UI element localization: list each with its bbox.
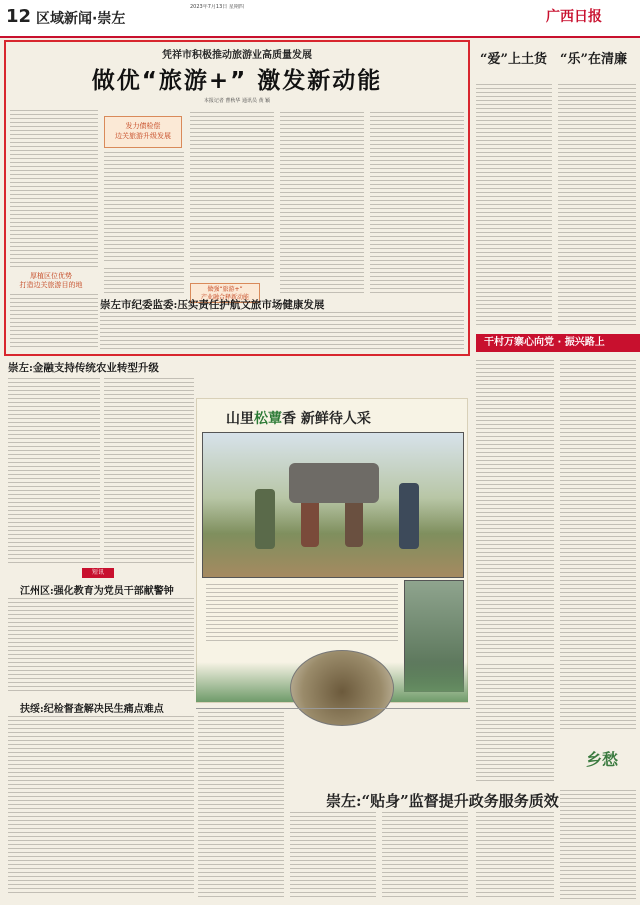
lead-body-col2 xyxy=(104,152,184,264)
bottom-body-4 xyxy=(476,812,554,900)
bottom-body-5 xyxy=(560,790,636,900)
lead-body-col1 xyxy=(10,110,98,270)
lead-body-col4 xyxy=(190,112,274,280)
lead-headline: 做优“旅游+” 激发新动能 xyxy=(91,68,383,94)
masthead-logo: 广西日报 xyxy=(546,9,602,25)
lead-kicker: 凭祥市积极推动旅游业高质量发展 xyxy=(162,50,312,61)
left-headline-1: 崇左:金融支持传统农业转型升级 xyxy=(8,362,159,374)
left-headline-2: 江州区:强化教育为党员干部献警钟 xyxy=(20,586,174,597)
left-body-2 xyxy=(8,598,194,694)
left-body-1a xyxy=(8,378,100,564)
story2-headline: 崇左市纪委监委:压实责任护航文旅市场健康发展 xyxy=(100,299,325,311)
right-body-a2 xyxy=(558,84,636,328)
right-body-b2 xyxy=(560,360,636,730)
date-line: 2023年7月13日 星期四 xyxy=(190,4,244,10)
right-banner: 干村万寨心向党 · 振兴路上 xyxy=(476,334,640,352)
right-body-b1 xyxy=(476,360,554,660)
left-headline-3: 扶绥:纪检督查解决民生痛点难点 xyxy=(20,704,164,715)
lead-body-col5 xyxy=(280,112,364,294)
section-title: 区域新闻·崇左 xyxy=(36,11,126,27)
left-body-1b xyxy=(104,378,194,564)
feature-caption-list xyxy=(206,584,398,644)
right-body-a1 xyxy=(476,84,552,328)
lead-body-col3 xyxy=(10,294,98,350)
story2-body xyxy=(100,312,464,352)
lead-subhead-3: 做强“旅游+” 产业融合释新动能 xyxy=(190,283,260,303)
lead-body-col7 xyxy=(104,268,184,294)
lead-byline: 本报记者 曹秋华 通讯员 黄 颖 xyxy=(203,98,271,104)
page-number: 12 xyxy=(6,6,32,27)
page-header xyxy=(0,0,640,38)
bottom-body-3 xyxy=(382,812,468,900)
bottom-body-2 xyxy=(290,812,376,900)
right-headline-2: “乐”在清廉 xyxy=(560,52,627,67)
bottom-body-1 xyxy=(198,712,284,900)
lead-body-col6 xyxy=(370,112,464,294)
bottom-headline: 崇左:“贴身”监督提升政务服务质效 xyxy=(326,792,559,810)
feature-photo-villagers xyxy=(202,432,464,578)
brief-tag: 短讯 xyxy=(82,568,114,578)
nostalgia-seal: 乡愁 xyxy=(585,750,618,769)
right-headline-1: “爱”上土货 xyxy=(480,52,547,67)
right-body-b3 xyxy=(476,664,554,784)
left-body-3 xyxy=(8,716,194,896)
lead-subhead-2: 厚植区位优势 打造边关旅游目的地 xyxy=(19,272,83,289)
lead-subhead-1: 发力债检偿 边关旅游升级发展 xyxy=(104,116,182,148)
feature-photo-mushrooms xyxy=(290,650,394,726)
feature-title: 山里松蕈香 新鲜待人采 xyxy=(226,411,371,427)
